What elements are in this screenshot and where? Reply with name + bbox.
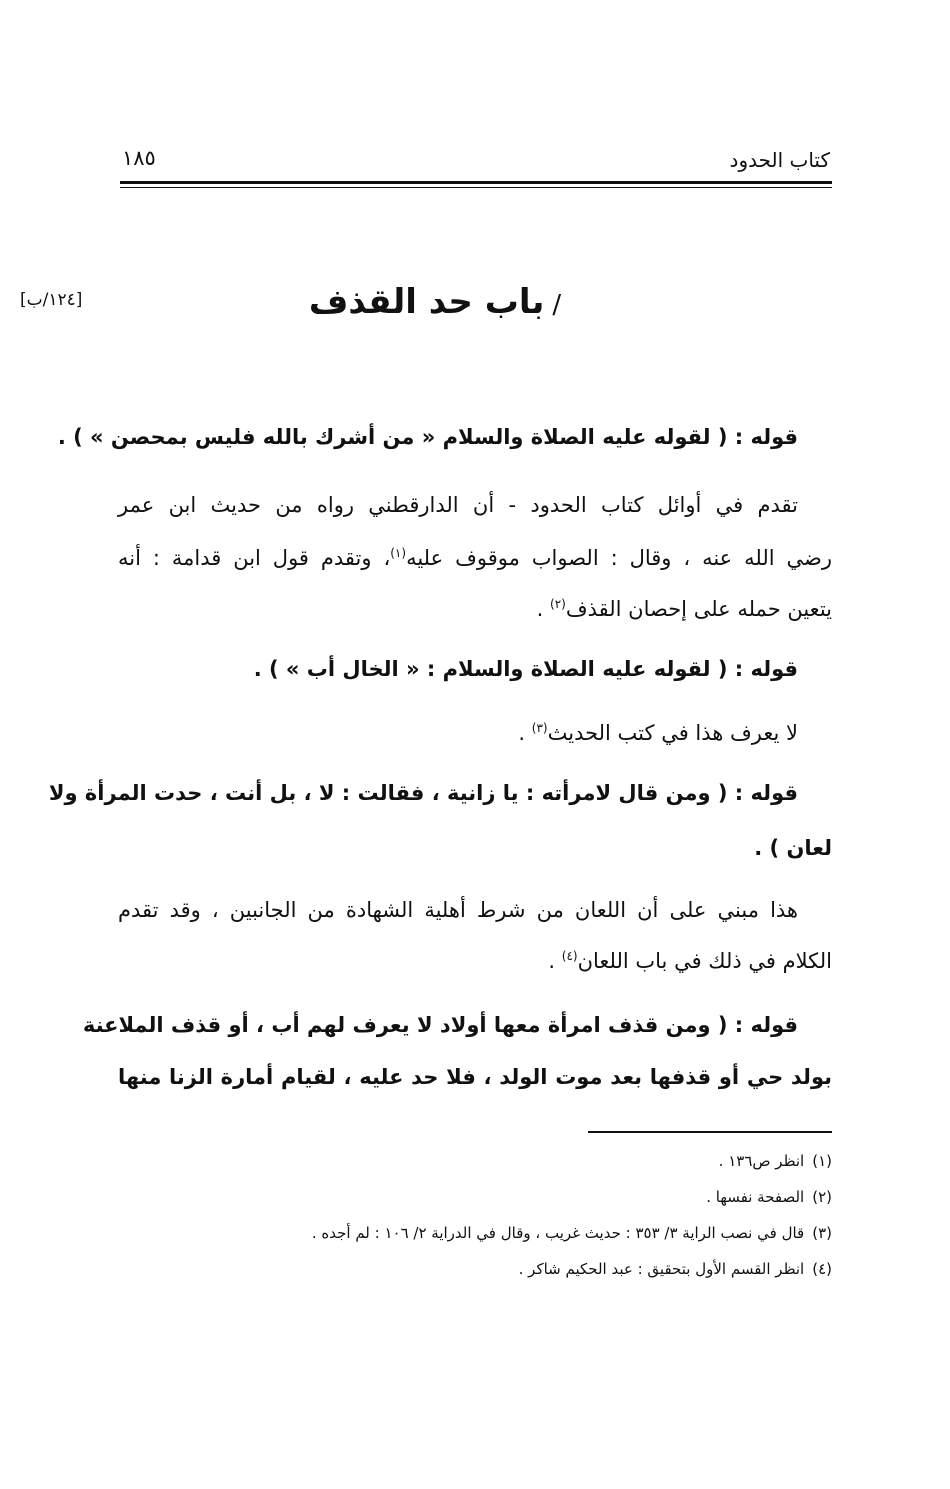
quote-lead: قوله :: [734, 425, 798, 449]
footnote-number: (٤): [812, 1260, 832, 1278]
footnote-ref[interactable]: (٤): [561, 949, 578, 963]
footnote-ref[interactable]: (٣): [531, 721, 548, 735]
body-line: [118, 718, 832, 748]
body-text: يتعين حمله على إحصان القذف: [565, 597, 832, 621]
body-line: قوله : ( ومن قال لامرأته : يا زانية ، فقالت : لا ، بل أنت ، حدت المرأة ولا: [48, 781, 798, 805]
body-line: [118, 543, 832, 573]
footnote-text: الصفحة نفسها .: [706, 1188, 805, 1206]
manuscript-folio-reference: [١٢٤/ب]: [20, 290, 83, 310]
body-line: هذا مبني على أن اللعان من شرط أهلية الشهادة من الجانبين ، وقد تقدم: [118, 898, 798, 922]
footnote-number: (٢): [812, 1188, 832, 1206]
body-text: لا يعرف هذا في كتب الحديث: [547, 721, 798, 745]
footnote: [118, 1150, 832, 1172]
footnote-rule: [588, 1131, 832, 1133]
footnote-text: قال في نصب الراية ٣/ ٣٥٣ : حديث غريب ، وقال في الدراية ٢/ ١٠٦ : لم أجده .: [311, 1224, 805, 1242]
body-text: .: [518, 721, 532, 745]
footnote-ref[interactable]: (٢): [550, 597, 566, 611]
body-line: [118, 654, 832, 684]
chapter-title-text: باب حد القذف: [308, 282, 545, 322]
footnote: [118, 1186, 832, 1208]
body-line: [118, 594, 832, 624]
folio-mark: /: [552, 290, 562, 320]
footnote-ref[interactable]: (١): [390, 546, 407, 560]
quoted-text: ( لقوله عليه الصلاة والسلام « من أشرك بالله فليس بمحصن » ) .: [57, 425, 728, 449]
body-line: [118, 946, 832, 976]
body-line: بولد حي أو قذفها بعد موت الولد ، فلا حد عليه ، لقيام أمارة الزنا منها: [118, 1065, 832, 1089]
body-line: [57, 422, 832, 452]
body-line: تقدم في أوائل كتاب الحدود - أن الدارقطني رواه من حديث ابن عمر: [118, 493, 798, 517]
quote-lead: قوله :: [734, 657, 798, 681]
header-rule-thin: [120, 187, 832, 188]
footnote-text: انظر القسم الأول بتحقيق : عبد الحكيم شاكر .: [518, 1260, 805, 1278]
footnote: [118, 1222, 832, 1244]
footnote-number: (٣): [812, 1224, 832, 1242]
body-text: الكلام في ذلك في باب اللعان: [577, 949, 832, 973]
body-line: [118, 833, 832, 863]
running-header-title: كتاب الحدود: [729, 148, 830, 172]
footnote: [118, 1258, 832, 1280]
body-text: ) .: [754, 836, 787, 860]
chapter-heading: [300, 282, 570, 322]
body-text: .: [548, 949, 562, 973]
header-rule-thick: [120, 181, 832, 184]
body-text: رضي الله عنه ، وقال : الصواب موقوف عليه: [406, 546, 832, 570]
body-line: قوله : ( ومن قذف امرأة معها أولاد لا يعرف لهم أب ، أو قذف الملاعنة: [82, 1013, 798, 1037]
body-text: لعان: [786, 836, 832, 860]
page-number: ١٨٥: [122, 146, 156, 170]
body-text: ، وتقدم قول ابن قدامة : أنه: [118, 546, 391, 570]
body-text: .: [536, 597, 551, 621]
quoted-text: ( لقوله عليه الصلاة والسلام : « الخال أب » ) .: [253, 657, 728, 681]
footnote-text: انظر ص١٣٦ .: [718, 1152, 805, 1170]
footnote-number: (١): [812, 1152, 832, 1170]
